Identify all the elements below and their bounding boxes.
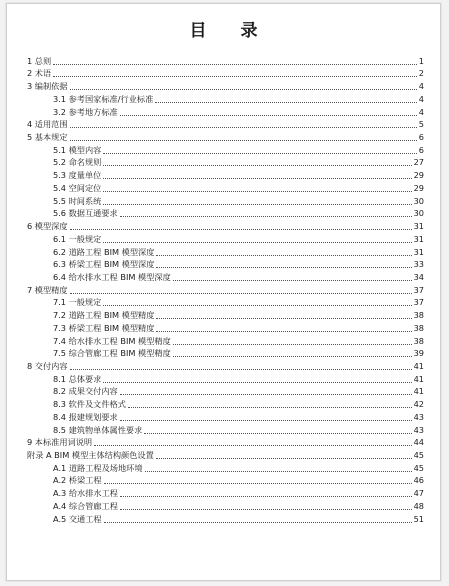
toc-entry-label: 8.3 软件及文件格式 [53, 399, 126, 410]
toc-entry-label: 9 本标准用词说明 [27, 437, 93, 448]
toc-leader-dots [104, 483, 412, 484]
page-title: 目 录 [189, 21, 272, 41]
toc-entry[interactable] [27, 448, 424, 461]
toc-entry-page-number: 38 [413, 335, 424, 346]
toc-entry-page-number: 29 [413, 170, 424, 181]
toc-leader-dots [155, 102, 417, 103]
toc-leader-dots [103, 204, 411, 205]
toc-entry[interactable] [27, 156, 424, 169]
toc-entry[interactable] [27, 194, 424, 207]
toc-leader-dots [103, 178, 411, 179]
toc-entry[interactable] [27, 334, 424, 347]
toc-entry[interactable] [27, 258, 424, 271]
toc-entry[interactable] [27, 118, 424, 131]
toc-entry-page-number: 47 [413, 488, 424, 499]
toc-entry[interactable] [27, 296, 424, 309]
document-page [6, 3, 441, 581]
toc-entry-page-number: 6 [418, 144, 424, 155]
toc-leader-dots [120, 115, 417, 116]
toc-entry-page-number: 27 [413, 157, 424, 168]
toc-entry-label: A.3 给水排水工程 [53, 488, 118, 499]
toc-leader-dots [103, 382, 411, 383]
toc-entry[interactable] [27, 130, 424, 143]
toc-entry-page-number: 37 [413, 284, 424, 295]
toc-leader-dots [120, 509, 412, 510]
toc-leader-dots [173, 280, 412, 281]
toc-entry-page-number: 44 [413, 437, 424, 448]
toc-leader-dots [156, 267, 411, 268]
toc-entry[interactable] [27, 499, 424, 512]
toc-entry[interactable] [27, 92, 424, 105]
toc-entry-page-number: 5 [418, 119, 424, 130]
toc-entry-label: 7.2 道路工程 BIM 模型精度 [53, 310, 155, 321]
toc-entry[interactable] [27, 219, 424, 232]
toc-entry-page-number: 42 [413, 399, 424, 410]
toc-entry-page-number: 29 [413, 182, 424, 193]
toc-leader-dots [128, 407, 412, 408]
toc-leader-dots [120, 394, 412, 395]
toc-leader-dots [145, 471, 412, 472]
toc-entry[interactable] [27, 461, 424, 474]
toc-entry[interactable] [27, 143, 424, 156]
toc-entry-label: A.2 桥梁工程 [53, 475, 102, 486]
toc-entry-page-number: 30 [413, 195, 424, 206]
toc-entry[interactable] [27, 168, 424, 181]
toc-entry-label: 4 适用范围 [27, 119, 68, 130]
toc-entry[interactable] [27, 397, 424, 410]
toc-leader-dots [70, 369, 412, 370]
toc-entry-label: 5.3 度量单位 [53, 170, 102, 181]
table-of-contents [27, 54, 424, 525]
toc-entry-page-number: 41 [413, 360, 424, 371]
toc-entry-page-number: 39 [413, 348, 424, 359]
toc-entry-label: 8.1 总体要求 [53, 373, 102, 384]
toc-entry-label: A.4 综合管廊工程 [53, 500, 118, 511]
toc-entry-page-number: 48 [413, 500, 424, 511]
toc-leader-dots [156, 318, 411, 319]
toc-entry-label: 7.4 给水排水工程 BIM 模型精度 [53, 335, 171, 346]
toc-leader-dots [70, 293, 412, 294]
toc-entry[interactable] [27, 385, 424, 398]
toc-leader-dots [53, 64, 417, 65]
toc-leader-dots [103, 305, 411, 306]
toc-entry-page-number: 37 [413, 297, 424, 308]
toc-entry-label: 6.3 桥梁工程 BIM 模型深度 [53, 259, 155, 270]
toc-entry[interactable] [27, 67, 424, 80]
toc-entry-page-number: 45 [413, 450, 424, 460]
toc-leader-dots [103, 191, 411, 192]
toc-entry-page-number: 38 [413, 310, 424, 321]
toc-entry-page-number: 38 [413, 322, 424, 333]
toc-entry-label: 附录 A BIM 模型主体结构颜色设置 [27, 450, 154, 460]
toc-leader-dots [94, 445, 411, 446]
toc-leader-dots [144, 433, 411, 434]
toc-entry-page-number: 34 [413, 271, 424, 282]
toc-entry-page-number: 31 [413, 233, 424, 244]
toc-entry-page-number: 45 [413, 462, 424, 473]
toc-entry[interactable] [27, 486, 424, 499]
toc-entry[interactable] [27, 321, 424, 334]
toc-leader-dots [103, 242, 411, 243]
toc-entry-label: 6.4 给水排水工程 BIM 模型深度 [53, 271, 171, 282]
toc-entry-label: 8.5 建筑物单体属性要求 [53, 424, 143, 435]
toc-entry[interactable] [27, 270, 424, 283]
toc-entry-page-number: 31 [413, 221, 424, 232]
toc-entry[interactable] [27, 283, 424, 296]
toc-entry-label: 8.4 报建规划要求 [53, 411, 118, 422]
toc-entry-label: 7.5 综合管廊工程 BIM 模型精度 [53, 348, 171, 359]
toc-entry-label: 8.2 成果交付内容 [53, 386, 118, 397]
toc-leader-dots [156, 331, 411, 332]
toc-entry-label: 3 编制依据 [27, 81, 68, 92]
toc-entry-label: 3.2 参考地方标准 [53, 106, 118, 117]
toc-entry[interactable] [27, 410, 424, 423]
toc-leader-dots [173, 344, 412, 345]
toc-entry-page-number: 4 [418, 93, 424, 104]
toc-entry-label: 3.1 参考国家标准/行业标准 [53, 93, 154, 104]
toc-leader-dots [120, 420, 412, 421]
toc-leader-dots [173, 356, 412, 357]
toc-entry-page-number: 41 [413, 386, 424, 397]
toc-entry[interactable] [27, 207, 424, 220]
toc-entry-label: 2 术语 [27, 68, 52, 79]
toc-leader-dots [70, 140, 417, 141]
toc-leader-dots [53, 76, 417, 77]
toc-entry-page-number: 43 [413, 411, 424, 422]
toc-entry-label: 8 交付内容 [27, 360, 68, 371]
toc-leader-dots [70, 89, 417, 90]
toc-leader-dots [70, 229, 412, 230]
toc-entry[interactable] [27, 436, 424, 449]
toc-entry[interactable] [27, 181, 424, 194]
toc-entry[interactable] [27, 308, 424, 321]
toc-leader-dots [120, 216, 412, 217]
toc-entry-label: 5.5 时间系统 [53, 195, 102, 206]
toc-entry[interactable] [27, 54, 424, 67]
toc-entry-page-number: 46 [413, 475, 424, 486]
toc-leader-dots [156, 255, 411, 256]
toc-leader-dots [104, 522, 412, 523]
toc-entry-page-number: 6 [418, 132, 424, 143]
toc-entry[interactable] [27, 512, 424, 525]
toc-entry-page-number: 33 [413, 259, 424, 270]
toc-entry-page-number: 30 [413, 208, 424, 219]
toc-entry-label: 1 总则 [27, 55, 52, 66]
toc-entry-label: 6.2 道路工程 BIM 模型深度 [53, 246, 155, 257]
toc-entry[interactable] [27, 232, 424, 245]
toc-entry[interactable] [27, 474, 424, 487]
toc-entry[interactable] [27, 347, 424, 360]
toc-leader-dots [103, 153, 416, 154]
toc-entry-label: 5.1 模型内容 [53, 144, 102, 155]
toc-entry-label: 5 基本规定 [27, 132, 68, 143]
toc-leader-dots [103, 165, 411, 166]
toc-entry-label: 7.3 桥梁工程 BIM 模型精度 [53, 322, 155, 333]
toc-entry-page-number: 31 [413, 246, 424, 257]
toc-entry[interactable] [27, 105, 424, 118]
toc-entry[interactable] [27, 359, 424, 372]
toc-entry-label: 5.2 命名规则 [53, 157, 102, 168]
toc-entry-label: 7 模型精度 [27, 284, 68, 295]
toc-leader-dots [120, 496, 412, 497]
toc-entry-label: 7.1 一般规定 [53, 297, 102, 308]
toc-entry-label: 5.4 空间定位 [53, 182, 102, 193]
toc-entry[interactable] [27, 79, 424, 92]
toc-entry-page-number: 51 [413, 513, 424, 524]
toc-entry-page-number: 4 [418, 81, 424, 92]
toc-entry-label: A.5 交通工程 [53, 513, 102, 524]
toc-entry-page-number: 1 [418, 55, 424, 66]
toc-leader-dots [70, 127, 417, 128]
toc-entry-label: A.1 道路工程及场地环境 [53, 462, 143, 473]
toc-entry-page-number: 2 [418, 68, 424, 79]
toc-entry-page-number: 4 [418, 106, 424, 117]
toc-leader-dots [156, 458, 412, 459]
toc-entry-label: 5.6 数据互通要求 [53, 208, 118, 219]
toc-entry[interactable] [27, 372, 424, 385]
toc-entry-page-number: 43 [413, 424, 424, 435]
toc-entry-label: 6.1 一般规定 [53, 233, 102, 244]
toc-entry-label: 6 模型深度 [27, 221, 68, 232]
toc-entry-page-number: 41 [413, 373, 424, 384]
toc-entry[interactable] [27, 423, 424, 436]
toc-entry[interactable] [27, 245, 424, 258]
